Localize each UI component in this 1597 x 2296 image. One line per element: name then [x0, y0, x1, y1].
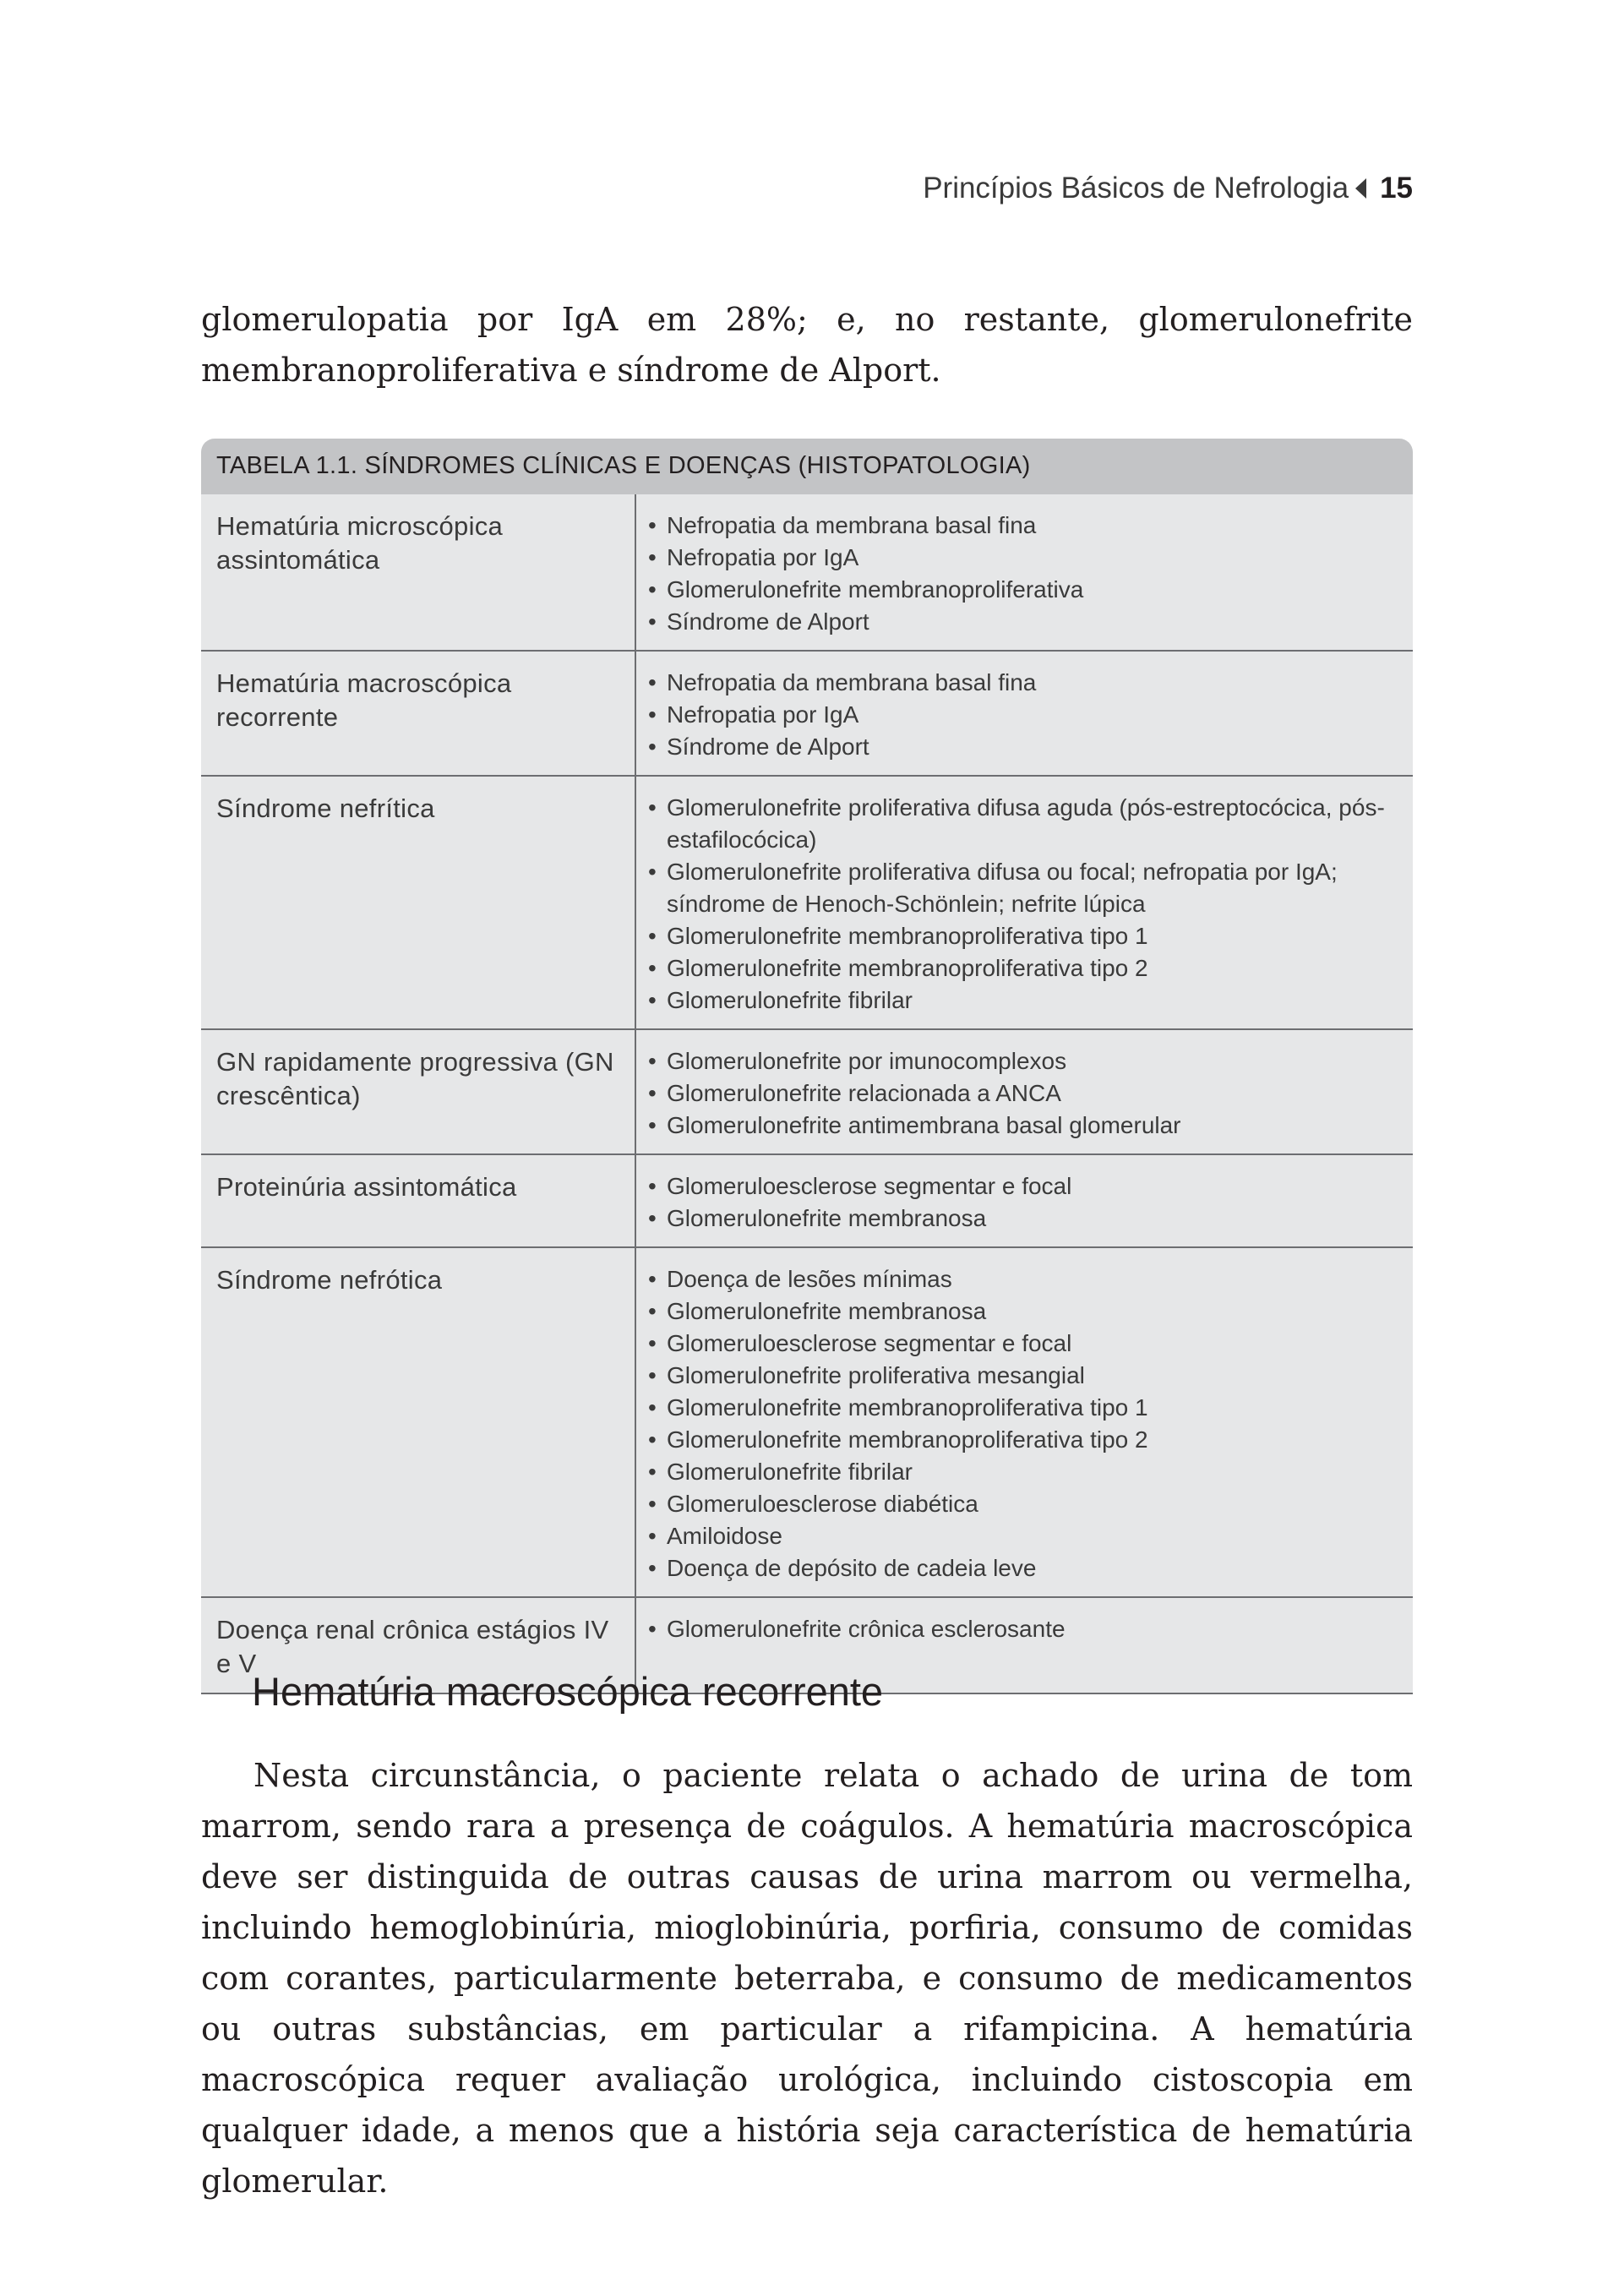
- disease-item: • Glomerulonefrite proliferativa difusa ou focal; nefropatia por IgA; síndrome de Henoch-Schönlein; nefrite lúpica: [648, 856, 1403, 920]
- section-heading: Hematúria macroscópica recorrente: [252, 1669, 884, 1714]
- syndrome-cell: Hematúria macroscópica recorrente: [201, 652, 636, 775]
- running-title: Princípios Básicos de Nefrologia: [923, 172, 1349, 205]
- disease-item: • Glomerulonefrite fibrilar: [648, 1456, 1403, 1488]
- diseases-cell: [636, 1248, 1413, 1596]
- disease-list: [648, 667, 1403, 763]
- disease-item: • Glomerulonefrite relacionada a ANCA: [648, 1077, 1403, 1110]
- diseases-cell: [636, 1030, 1413, 1153]
- syndrome-cell: GN rapidamente progressiva (GN crescêntica): [201, 1030, 636, 1153]
- disease-item: • Glomerulonefrite membranoproliferativa tipo 1: [648, 1392, 1403, 1424]
- disease-list: [648, 510, 1403, 638]
- table-row: [201, 775, 1413, 1028]
- disease-item: • Glomerulonefrite membranosa: [648, 1295, 1403, 1328]
- disease-item: • Glomerulonefrite proliferativa mesangial: [648, 1360, 1403, 1392]
- disease-item: • Glomerulonefrite antimembrana basal glomerular: [648, 1110, 1403, 1142]
- diseases-cell: [636, 494, 1413, 650]
- disease-item: • Nefropatia por IgA: [648, 542, 1403, 574]
- syndrome-cell: Doença renal crônica estágios IV e V: [201, 1598, 636, 1693]
- table-title: TABELA 1.1. SÍNDROMES CLÍNICAS E DOENÇAS (HISTOPATOLOGIA): [201, 439, 1413, 494]
- table-row: [201, 494, 1413, 650]
- diseases-cell: [636, 1155, 1413, 1246]
- disease-item: • Glomeruloesclerose diabética: [648, 1488, 1403, 1520]
- section-paragraph: [201, 1750, 1413, 2206]
- disease-item: • Amiloidose: [648, 1520, 1403, 1552]
- table-row: [201, 1028, 1413, 1153]
- syndrome-cell: Proteinúria assintomática: [201, 1155, 636, 1246]
- disease-item: • Glomerulonefrite membranosa: [648, 1203, 1403, 1235]
- triangle-left-icon: [1355, 178, 1366, 199]
- diseases-cell: [636, 652, 1413, 775]
- table-row: [201, 1246, 1413, 1596]
- disease-item: • Glomerulonefrite membranoproliferativa tipo 2: [648, 952, 1403, 984]
- page-number: 15: [1380, 172, 1413, 205]
- disease-item: • Glomerulonefrite membranoproliferativa tipo 1: [648, 920, 1403, 952]
- running-head: [923, 172, 1413, 205]
- syndrome-cell: Síndrome nefrítica: [201, 777, 636, 1028]
- intro-text: glomerulopatia por IgA em 28%; e, no restante, glomerulonefrite membranoproliferativa e síndrome de Alport.: [201, 301, 1413, 389]
- disease-item: • Síndrome de Alport: [648, 606, 1403, 638]
- disease-list: [648, 1170, 1403, 1235]
- disease-item: • Glomerulonefrite membranoproliferativa tipo 2: [648, 1424, 1403, 1456]
- syndrome-cell: Síndrome nefrótica: [201, 1248, 636, 1596]
- disease-item: • Doença de depósito de cadeia leve: [648, 1552, 1403, 1584]
- table-row: [201, 1153, 1413, 1246]
- disease-list: [648, 1613, 1403, 1645]
- section-text: Nesta circunstância, o paciente relata o achado de urina de tom marrom, sendo rara a presença de coágulos. A hematúria macroscópica deve ser distinguida de outras causas de urina marrom ou vermelha, incluindo hemoglobinúria, mioglobinúria, porfiria, consumo de comidas com corantes, particularmente beterraba, e consumo de medicamentos ou outras substâncias, em particular a rifampicina. A hematúria macroscópica requer avaliação urológica, incluindo cistoscopia em qualquer idade, a menos que a história seja característica de hematúria glomerular.: [201, 1757, 1413, 2200]
- table-body: [201, 494, 1413, 1694]
- disease-item: • Nefropatia da membrana basal fina: [648, 667, 1403, 699]
- intro-paragraph: [201, 294, 1413, 395]
- disease-item: • Glomerulonefrite proliferativa difusa aguda (pós-estreptocócica, pós-estafilocócica): [648, 792, 1403, 856]
- disease-item: • Síndrome de Alport: [648, 731, 1403, 763]
- disease-item: • Glomerulonefrite crônica esclerosante: [648, 1613, 1403, 1645]
- syndrome-cell: Hematúria microscópica assintomática: [201, 494, 636, 650]
- disease-list: [648, 1045, 1403, 1142]
- disease-item: • Nefropatia da membrana basal fina: [648, 510, 1403, 542]
- table-row: [201, 650, 1413, 775]
- diseases-cell: [636, 777, 1413, 1028]
- disease-item: • Doença de lesões mínimas: [648, 1263, 1403, 1295]
- disease-list: [648, 1263, 1403, 1584]
- disease-item: • Glomeruloesclerose segmentar e focal: [648, 1328, 1403, 1360]
- disease-item: • Glomerulonefrite membranoproliferativa: [648, 574, 1403, 606]
- disease-item: • Glomeruloesclerose segmentar e focal: [648, 1170, 1403, 1203]
- disease-list: [648, 792, 1403, 1017]
- disease-item: • Nefropatia por IgA: [648, 699, 1403, 731]
- disease-item: • Glomerulonefrite por imunocomplexos: [648, 1045, 1403, 1077]
- syndromes-table: [201, 439, 1413, 1694]
- disease-item: • Glomerulonefrite fibrilar: [648, 984, 1403, 1017]
